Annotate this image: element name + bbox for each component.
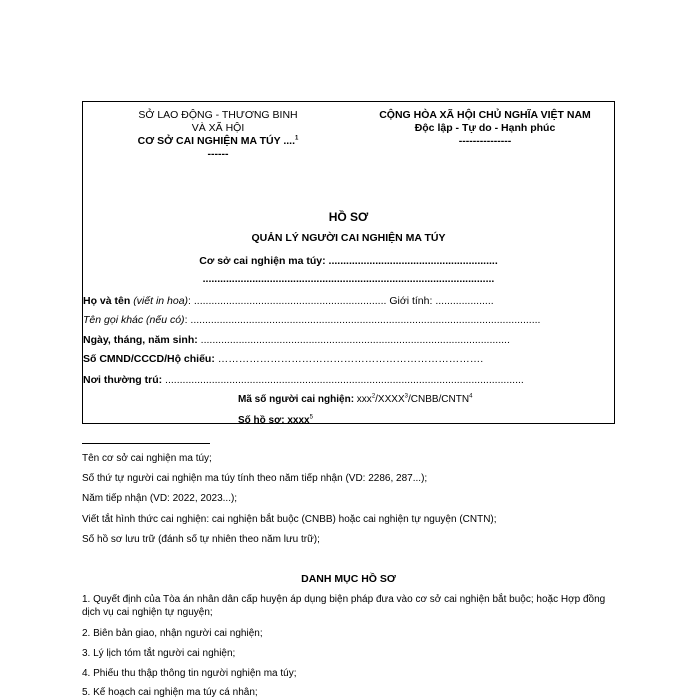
alias-label: Tên gọi khác (nếu có) <box>83 314 185 326</box>
agency-line-3: CƠ SỞ CAI NGHIỆN MA TÚY ....$^1$ <box>137 135 299 147</box>
motto-underline: --------------- <box>458 135 512 147</box>
issuing-agency-header <box>83 109 353 161</box>
footnote-1: Tên cơ sở cai nghiện ma túy; <box>82 453 212 464</box>
name-dots: : .................................................................. <box>188 295 387 307</box>
id-dots: …………………………………………………………………. <box>214 353 484 365</box>
name-label: Họ và tên <box>83 295 131 307</box>
document-title: HỒ SƠ <box>328 210 369 224</box>
catalog-item-5: 5. Kế hoạch cai nghiện ma túy cá nhân; <box>82 687 258 698</box>
agency-underline: ------ <box>207 148 229 160</box>
facility-dots: .................................................................................................... <box>202 273 495 285</box>
dob-field <box>83 334 615 346</box>
catalog-title: DANH MỤC HỒ SƠ <box>301 573 396 585</box>
motto: Độc lập - Tự do - Hạnh phúc <box>414 122 556 134</box>
residence-dots: ........................................................................................................................... <box>162 374 524 386</box>
footnote-divider <box>82 443 210 444</box>
dob-dots: .......................................................................................................... <box>197 334 510 346</box>
alias-dots: : ........................................................................................................................ <box>184 314 541 326</box>
footnote-2: Số thứ tự người cai nghiện ma túy tính theo năm tiếp nhận (VD: 2286, 287...); <box>82 473 428 484</box>
catalog-item-1: 1. Quyết định của Tòa án nhân dân cấp huyện áp dụng biện pháp đưa vào cơ sở cai nghiện bắt buộc; hoặc Hợp đồng dịch vụ cai nghiện tự nguyện; <box>82 594 606 618</box>
footnote-4: Viết tắt hình thức cai nghiện: cai nghiện bắt buộc (CNBB) hoặc cai nghiện tự nguyện (CNTN); <box>82 514 497 525</box>
catalog-item-3: 3. Lý lịch tóm tắt người cai nghiện; <box>82 648 236 659</box>
catalog-item-4: 4. Phiếu thu thập thông tin người nghiện ma túy; <box>82 668 297 679</box>
document-subtitle: QUẢN LÝ NGƯỜI CAI NGHIỆN MA TÚY <box>251 232 446 244</box>
file-number-label: Số hồ sơ: <box>238 415 285 426</box>
name-hint: (viết in hoa) <box>133 295 189 307</box>
agency-line-2: VÀ XÃ HỘI <box>191 122 245 134</box>
alias-field <box>83 314 615 326</box>
patient-code: Mã số người cai nghiện: xxx$^2$/XXXX$^3$/CNBB/CNTN$^4$ <box>238 393 473 405</box>
residence-label: Nơi thường trú: <box>83 374 163 386</box>
id-label: Số CMND/CCCD/Hộ chiếu: <box>83 353 215 365</box>
catalog-item-2: 2. Biên bản giao, nhận người cai nghiện; <box>82 628 263 639</box>
dob-label: Ngày, tháng, năm sinh: <box>83 334 198 346</box>
footnote-5: Số hồ sơ lưu trữ (đánh số tự nhiên theo năm lưu trữ); <box>82 534 320 545</box>
national-motto-header <box>355 109 615 148</box>
gender-field: Giới tính: .................... <box>386 295 494 307</box>
facility-field: Cơ sở cai nghiện ma túy: .......................................................... <box>199 255 498 267</box>
patient-code-label: Mã số người cai nghiện: <box>238 394 355 405</box>
name-field <box>83 295 615 307</box>
footnote-3: Năm tiếp nhận (VD: 2022, 2023...); <box>82 493 238 504</box>
residence-field <box>83 374 615 386</box>
id-field <box>83 353 615 365</box>
file-number: Số hồ sơ: xxxx$^5$ <box>238 414 313 426</box>
country-name: CỘNG HÒA XÃ HỘI CHỦ NGHĨA VIỆT NAM <box>379 109 591 121</box>
record-cover-box <box>82 101 615 424</box>
agency-line-1: SỞ LAO ĐỘNG - THƯƠNG BINH <box>138 109 298 121</box>
